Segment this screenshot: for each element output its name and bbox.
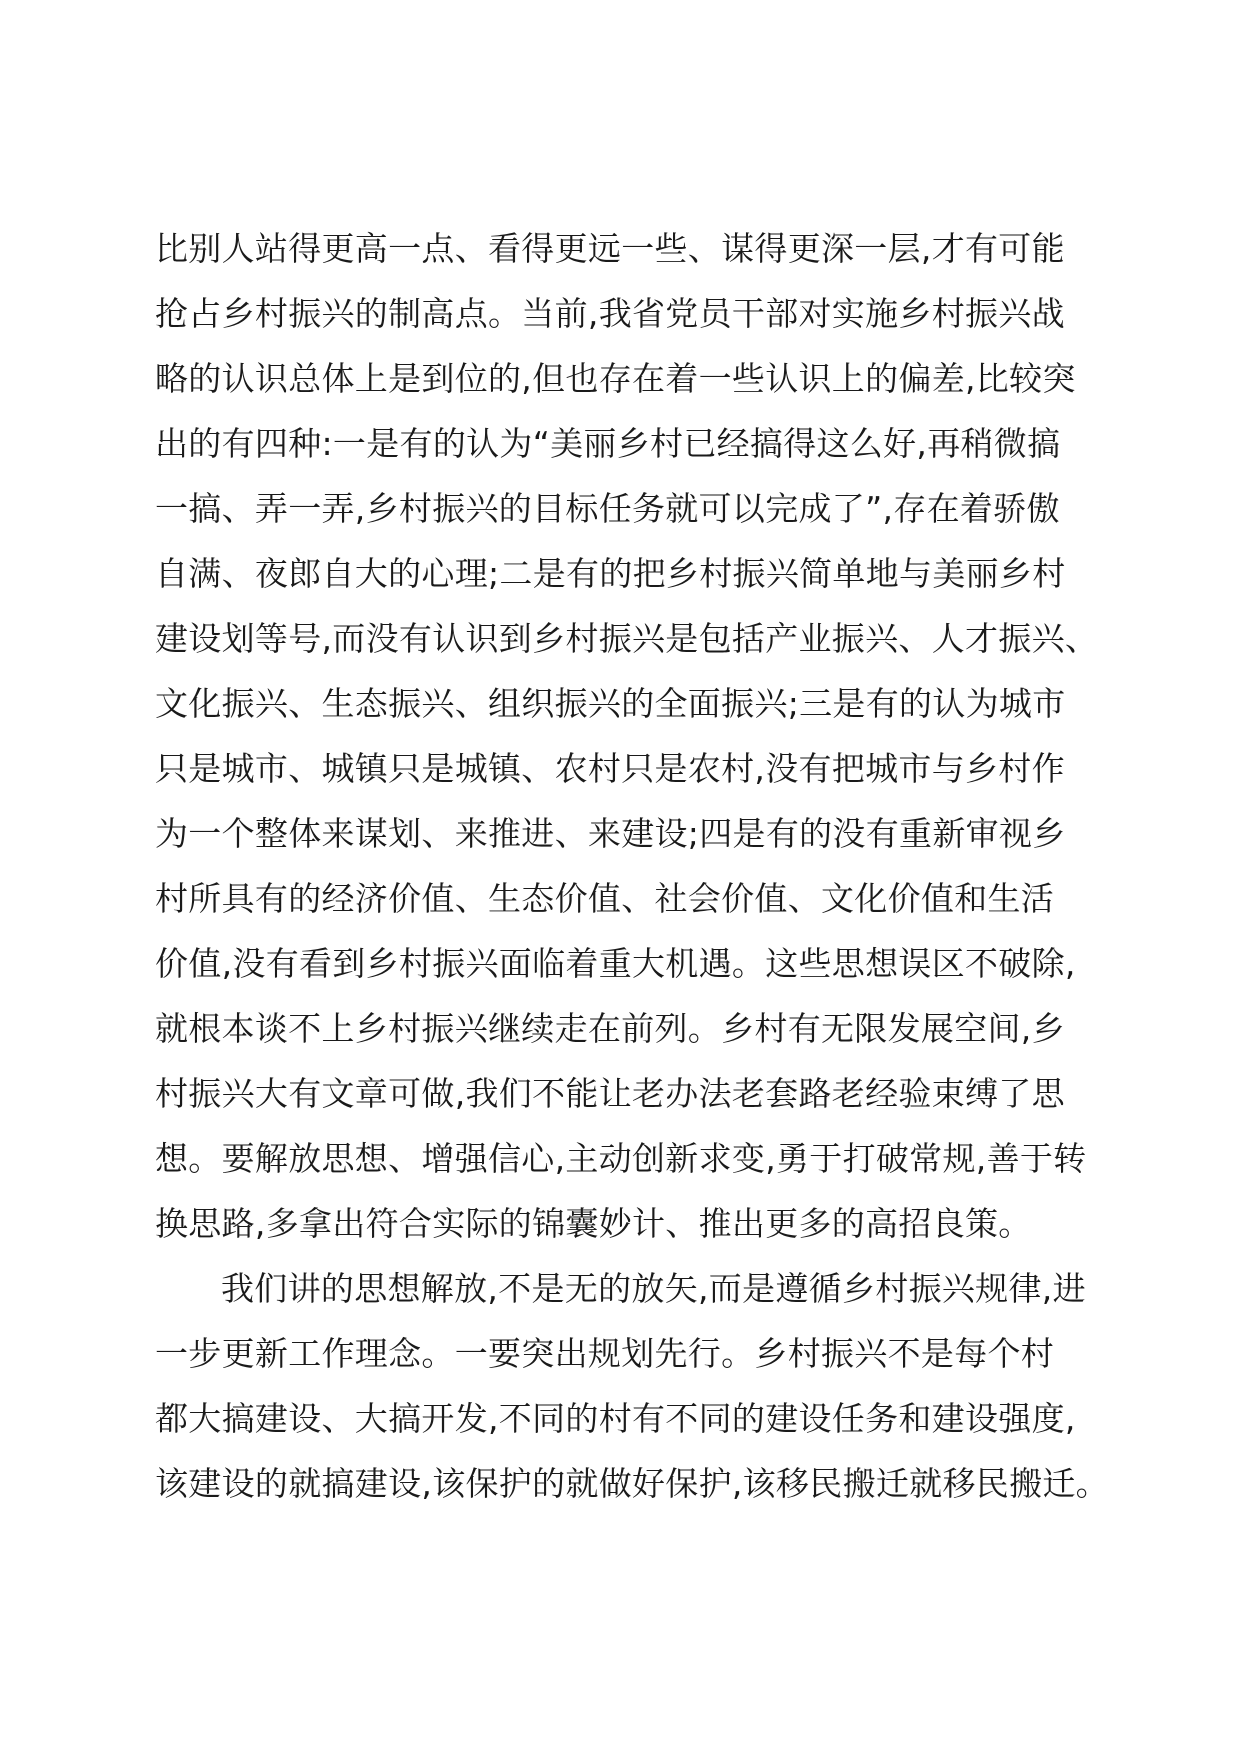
paragraph-start-line: 我们讲的思想解放,不是无的放矢,而是遵循乡村振兴规律,进	[221, 1269, 1086, 1308]
text-line: 文化振兴、生态振兴、组织振兴的全面振兴;三是有的认为城市	[155, 684, 1066, 723]
text-line: 出的有四种:一是有的认为“美丽乡村已经搞得这么好,再稍微搞	[155, 424, 1061, 463]
text-line: 比别人站得更高一点、看得更远一些、谋得更深一层,才有可能	[155, 229, 1065, 268]
text-line: 抢占乡村振兴的制高点。当前,我省党员干部对实施乡村振兴战	[155, 294, 1065, 333]
text-line: 都大搞建设、大搞开发,不同的村有不同的建设任务和建设强度,	[155, 1399, 1076, 1438]
text-line: 村所具有的经济价值、生态价值、社会价值、文化价值和生活	[155, 879, 1055, 918]
body-text	[155, 216, 1115, 1516]
text-line: 一步更新工作理念。一要突出规划先行。乡村振兴不是每个村	[155, 1334, 1055, 1373]
text-line: 建设划等号,而没有认识到乡村振兴是包括产业振兴、人才振兴、	[155, 619, 1099, 658]
text-line: 价值,没有看到乡村振兴面临着重大机遇。这些思想误区不破除,	[155, 944, 1076, 983]
text-line: 只是城市、城镇只是城镇、农村只是农村,没有把城市与乡村作	[155, 749, 1065, 788]
text-line: 为一个整体来谋划、来推进、来建设;四是有的没有重新审视乡	[155, 814, 1066, 853]
text-line: 一搞、弄一弄,乡村振兴的目标任务就可以完成了”,存在着骄傲	[155, 489, 1060, 528]
text-line: 该建设的就搞建设,该保护的就做好保护,该移民搬迁就移民搬迁。	[155, 1464, 1109, 1503]
text-line: 就根本谈不上乡村振兴继续走在前列。乡村有无限发展空间,乡	[155, 1009, 1065, 1048]
text-line: 换思路,多拿出符合实际的锦囊妙计、推出更多的高招良策。	[155, 1204, 1032, 1243]
text-line: 略的认识总体上是到位的,但也存在着一些认识上的偏差,比较突	[155, 359, 1076, 398]
text-line: 想。要解放思想、增强信心,主动创新求变,勇于打破常规,善于转	[155, 1139, 1087, 1178]
text-line: 自满、夜郎自大的心理;二是有的把乡村振兴简单地与美丽乡村	[155, 554, 1066, 593]
text-line: 村振兴大有文章可做,我们不能让老办法老套路老经验束缚了思	[155, 1074, 1065, 1113]
